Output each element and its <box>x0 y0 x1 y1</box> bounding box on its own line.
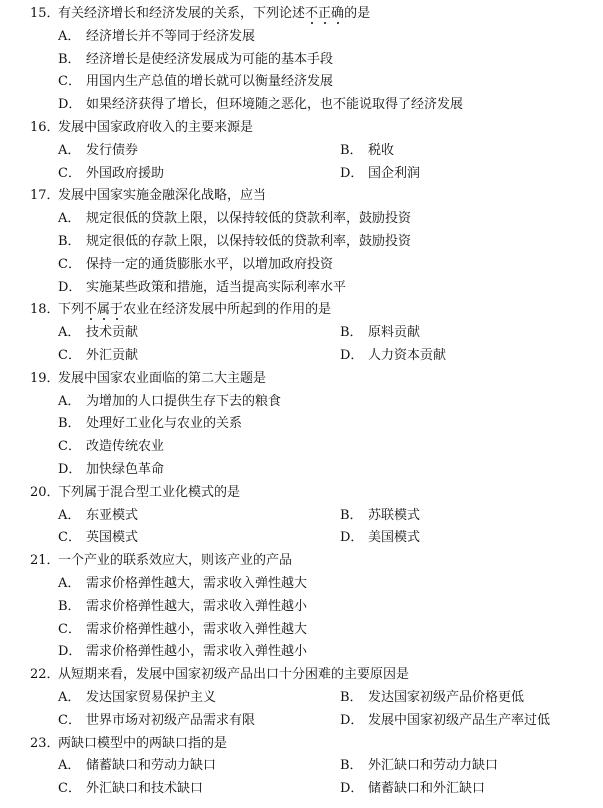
emphasis-char: 正 <box>318 6 332 21</box>
option-a <box>58 140 138 163</box>
question-text: 发展中国家农业面临的第二大主题是 <box>58 370 267 386</box>
option-letter: B． <box>340 507 363 523</box>
option-b <box>340 322 420 345</box>
option-letter: C． <box>58 530 81 546</box>
option-text: 技术贡献 <box>86 325 139 341</box>
exam-page <box>0 3 603 801</box>
option-letter: A． <box>58 507 81 523</box>
question-number: 19． <box>30 370 60 386</box>
option-letter: B． <box>340 325 363 341</box>
option-text: 用国内生产总值的增长就可以衡量经济发展 <box>86 74 334 90</box>
option-a <box>58 755 216 778</box>
option-letter: A． <box>58 142 81 158</box>
option-c <box>58 778 203 801</box>
question-15-option-b <box>0 49 603 72</box>
option-text: 发达国家贸易保护主义 <box>86 689 217 705</box>
option-text: 发达国家初级产品价格更低 <box>368 689 525 705</box>
option-letter: D． <box>58 644 82 660</box>
question-text: 一个产业的联系效应大，则该产业的产品 <box>58 553 293 569</box>
option-letter: D． <box>58 461 82 477</box>
question-21-option-b <box>0 596 603 619</box>
option-a <box>58 322 138 345</box>
option-text: 规定很低的贷款上限，以保持较低的贷款利率，鼓励投资 <box>86 211 412 227</box>
question-19-option-a <box>0 391 603 414</box>
option-letter: B． <box>58 416 81 432</box>
option-c <box>58 710 255 733</box>
question-number: 15． <box>30 6 60 21</box>
stem-text-post: 的是 <box>344 6 371 21</box>
option-letter: B． <box>58 598 81 614</box>
question-number: 20． <box>30 484 60 500</box>
option-text: 需求价格弹性越大，需求收入弹性越大 <box>86 575 308 591</box>
question-20-options-cd <box>0 527 603 550</box>
question-19-option-c <box>0 436 603 459</box>
option-text: 人力资本贡献 <box>368 347 447 363</box>
option-letter: C． <box>58 74 81 90</box>
option-text: 经济增长是使经济发展成为可能的基本手段 <box>86 51 334 67</box>
option-letter: A． <box>58 211 81 227</box>
option-c <box>58 527 138 550</box>
question-16-options-ab <box>0 140 603 163</box>
option-text: 处理好工业化与农业的关系 <box>86 416 243 432</box>
question-15-option-c <box>0 71 603 94</box>
option-letter: C． <box>58 712 81 728</box>
question-17-stem <box>0 185 603 208</box>
option-letter: D． <box>340 530 364 546</box>
option-text: 需求价格弹性越大，需求收入弹性越小 <box>86 598 308 614</box>
question-23-options-cd <box>0 778 603 801</box>
question-text: 发展中国家政府收入的主要来源是 <box>58 119 254 135</box>
option-letter: B． <box>58 51 81 67</box>
option-text: 改造传统农业 <box>86 439 165 455</box>
question-20-stem <box>0 482 603 505</box>
option-text: 原料贡献 <box>368 325 421 341</box>
emphasis-char: 不 <box>305 6 319 21</box>
option-letter: C． <box>58 165 81 181</box>
question-15-option-d <box>0 94 603 117</box>
question-text: 下列属于混合型工业化模式的是 <box>58 484 241 500</box>
question-15-option-a <box>0 26 603 49</box>
question-text: 发展中国家实施金融深化战略，应当 <box>58 188 267 204</box>
option-letter: D． <box>58 279 82 295</box>
option-letter: B． <box>58 233 81 249</box>
option-letter: C． <box>58 781 81 797</box>
option-b <box>340 140 394 163</box>
option-a <box>58 505 138 528</box>
option-text: 税收 <box>368 142 395 158</box>
option-d <box>340 163 420 186</box>
question-17-option-b <box>0 231 603 254</box>
option-letter: D． <box>340 347 364 363</box>
option-text: 为增加的人口提供生存下去的粮食 <box>86 393 282 409</box>
option-text: 外汇缺口和劳动力缺口 <box>368 758 499 774</box>
option-text: 储蓄缺口和外汇缺口 <box>368 781 486 797</box>
question-23-options-ab <box>0 755 603 778</box>
option-letter: A． <box>58 758 81 774</box>
question-22-options-ab <box>0 687 603 710</box>
question-21-stem <box>0 550 603 573</box>
question-17-option-a <box>0 208 603 231</box>
option-text: 发行债券 <box>86 142 139 158</box>
question-16-stem <box>0 117 603 140</box>
option-text: 外汇贡献 <box>86 347 139 363</box>
question-21-option-a <box>0 573 603 596</box>
option-text: 国企利润 <box>368 165 421 181</box>
option-d <box>340 778 485 801</box>
option-text: 储蓄缺口和劳动力缺口 <box>86 758 217 774</box>
option-text: 经济增长并不等同于经济发展 <box>86 28 256 44</box>
option-text: 外国政府援助 <box>86 165 165 181</box>
option-letter: C． <box>58 347 81 363</box>
question-23-stem <box>0 733 603 756</box>
option-letter: D． <box>340 712 364 728</box>
stem-text-pre: 下列 <box>58 302 85 318</box>
stem-text-pre: 有关经济增长和经济发展的关系，下列论述 <box>58 6 306 21</box>
question-text <box>58 3 370 26</box>
question-22-stem <box>0 664 603 687</box>
stem-text-post: 农业在经济发展中所起到的作用的是 <box>123 302 332 318</box>
option-text: 需求价格弹性越小，需求收入弹性越大 <box>86 621 308 637</box>
question-number: 17． <box>30 188 60 204</box>
option-c <box>58 163 164 186</box>
option-d <box>340 345 446 368</box>
question-18-options-cd <box>0 345 603 368</box>
emphasis-char: 不 <box>84 302 98 318</box>
question-number: 23． <box>30 735 60 751</box>
option-text: 实施某些政策和措施，适当提高实际利率水平 <box>86 279 347 295</box>
option-letter: C． <box>58 621 81 637</box>
question-22-options-cd <box>0 710 603 733</box>
option-text: 如果经济获得了增长，但环境随之恶化，也不能说取得了经济发展 <box>86 97 464 113</box>
question-21-option-d <box>0 641 603 664</box>
option-letter: C． <box>58 439 81 455</box>
option-text: 保持一定的通货膨胀水平，以增加政府投资 <box>86 256 334 272</box>
emphasis-char: 确 <box>331 6 345 21</box>
option-text: 世界市场对初级产品需求有限 <box>86 712 256 728</box>
question-text <box>58 299 331 322</box>
option-letter: A． <box>58 393 81 409</box>
question-18-stem <box>0 299 603 322</box>
question-16-options-cd <box>0 163 603 186</box>
emphasis-char: 于 <box>110 302 124 318</box>
option-letter: A． <box>58 325 81 341</box>
question-15-stem <box>0 3 603 26</box>
question-21-option-c <box>0 619 603 642</box>
option-text: 需求价格弹性越小，需求收入弹性越小 <box>86 644 308 660</box>
option-text: 发展中国家初级产品生产率过低 <box>368 712 551 728</box>
option-text: 加快绿色革命 <box>86 461 165 477</box>
option-text: 美国模式 <box>368 530 421 546</box>
option-letter: A． <box>58 689 81 705</box>
option-letter: A． <box>58 28 81 44</box>
option-letter: B． <box>340 758 363 774</box>
emphasis-char: 属 <box>97 302 111 318</box>
question-17-option-d <box>0 277 603 300</box>
question-text: 两缺口模型中的两缺口指的是 <box>58 735 228 751</box>
option-a <box>58 687 216 710</box>
option-b <box>340 755 498 778</box>
question-text: 从短期来看，发展中国家初级产品出口十分困难的主要原因是 <box>58 667 410 683</box>
option-text: 外汇缺口和技术缺口 <box>86 781 204 797</box>
option-c <box>58 345 138 368</box>
option-text: 东亚模式 <box>86 507 139 523</box>
question-18-options-ab <box>0 322 603 345</box>
question-20-options-ab <box>0 505 603 528</box>
option-d <box>340 527 420 550</box>
option-text: 规定很低的存款上限，以保持较低的贷款利率，鼓励投资 <box>86 233 412 249</box>
option-letter: D． <box>58 97 82 113</box>
option-text: 苏联模式 <box>368 507 421 523</box>
question-19-stem <box>0 368 603 391</box>
question-17-option-c <box>0 254 603 277</box>
question-number: 18． <box>30 302 60 318</box>
question-number: 16． <box>30 119 60 135</box>
option-letter: D． <box>340 781 364 797</box>
option-text: 英国模式 <box>86 530 139 546</box>
option-b <box>340 687 524 710</box>
option-d <box>340 710 550 733</box>
option-b <box>340 505 420 528</box>
option-letter: B． <box>340 689 363 705</box>
question-number: 21． <box>30 553 60 569</box>
option-letter: C． <box>58 256 81 272</box>
question-19-option-d <box>0 459 603 482</box>
option-letter: B． <box>340 142 363 158</box>
question-number: 22． <box>30 667 60 683</box>
question-19-option-b <box>0 413 603 436</box>
option-letter: D． <box>340 165 364 181</box>
option-letter: A． <box>58 575 81 591</box>
